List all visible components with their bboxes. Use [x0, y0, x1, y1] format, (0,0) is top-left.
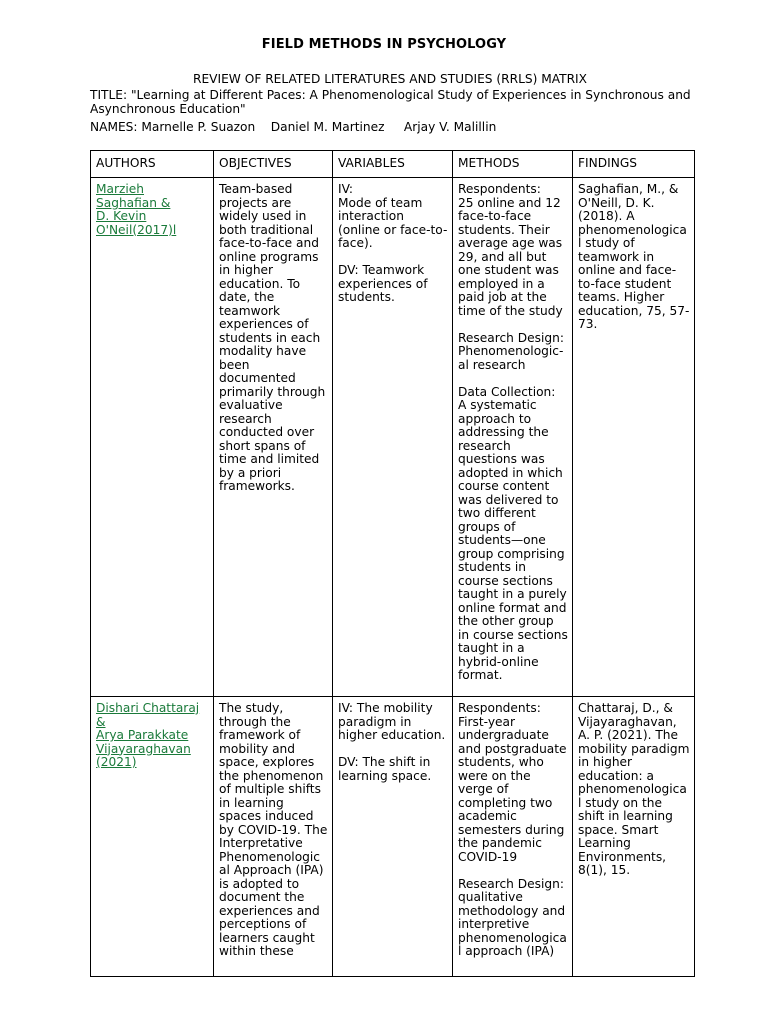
variables-cell — [333, 178, 453, 697]
findings-text: Chattaraj, D., & Vijayaraghavan, A. P. (2021). The mobility paradigm in higher education: a phenomenologica l study on the shift in learning space. Smart Learning Environments, 8(1), 15. — [578, 701, 690, 877]
methods-cell — [453, 697, 573, 977]
researcher-names: NAMES: Marnelle P. Suazon Daniel M. Martinez Arjay V. Malillin — [90, 120, 497, 134]
header-methods: METHODS — [453, 151, 573, 178]
header-authors: AUTHORS — [91, 151, 214, 178]
variables-cell — [333, 697, 453, 977]
findings-cell — [573, 178, 695, 697]
methods-text: Respondents: 25 online and 12 face-to-face students. Their average age was 29, and all but one student was employed in a paid job at the time of the study Research Design: Phenomenologic-al research Data Collection: A systematic approach to addressing the research questions was adopted in which course content was delivered to two different groups of students—one group comprising students in course sections taught in a purely online format and the other group in course sections taught in a hybrid-online format. — [458, 182, 568, 682]
table-row — [91, 697, 695, 977]
variables-text: IV: Mode of team interaction (online or face-to-face). DV: Teamwork experiences of students. — [338, 182, 448, 304]
methods-text: Respondents: First-year undergraduate and postgraduate students, who were on the verge of completing two academic semesters during the pandemic COVID-19 Research Design: qualitative methodology and interpretive phenomenologica l approach (IPA) — [458, 701, 567, 958]
author-link[interactable]: Marzieh Saghafian & D. Kevin O'Neil(2017)l — [96, 182, 177, 237]
research-title: TITLE: "Learning at Different Paces: A Phenomenological Study of Experiences in Synchronous and Asynchronous Education" — [90, 88, 691, 116]
rrl-matrix-table — [90, 150, 695, 977]
table-header-row — [91, 151, 695, 178]
header-variables: VARIABLES — [333, 151, 453, 178]
findings-cell — [573, 697, 695, 977]
findings-text: Saghafian, M., & O'Neill, D. K. (2018). A phenomenologica l study of teamwork in online and face-to-face student teams. Higher education, 75, 57-73. — [578, 182, 690, 331]
authors-cell — [91, 697, 214, 977]
header-objectives: OBJECTIVES — [214, 151, 333, 178]
objectives-cell — [214, 697, 333, 977]
document-heading: FIELD METHODS IN PSYCHOLOGY — [261, 37, 507, 52]
authors-cell — [91, 178, 214, 697]
table-row — [91, 178, 695, 697]
objectives-text: Team-based projects are widely used in both traditional face-to-face and online programs in higher education. To date, the teamwork experiences of students in each modality have been documented primarily through evaluative research conducted over short spans of time and limited by a priori frameworks. — [219, 182, 326, 493]
objectives-cell — [214, 178, 333, 697]
variables-text: IV: The mobility paradigm in higher education. DV: The shift in learning space. — [338, 701, 446, 783]
author-link[interactable]: Dishari Chattaraj & Arya Parakkate Vijayaraghavan (2021) — [96, 701, 200, 769]
matrix-subtitle: REVIEW OF RELATED LITERATURES AND STUDIES (RRLS) MATRIX — [193, 72, 587, 86]
methods-cell — [453, 178, 573, 697]
header-findings: FINDINGS — [573, 151, 695, 178]
objectives-text: The study, through the framework of mobility and space, explores the phenomenon of multiple shifts in learning spaces induced by COVID-19. The Interpretative Phenomenologic al Approach (IPA) is adopted to document the experiences and perceptions of learners caught within these — [219, 701, 328, 958]
